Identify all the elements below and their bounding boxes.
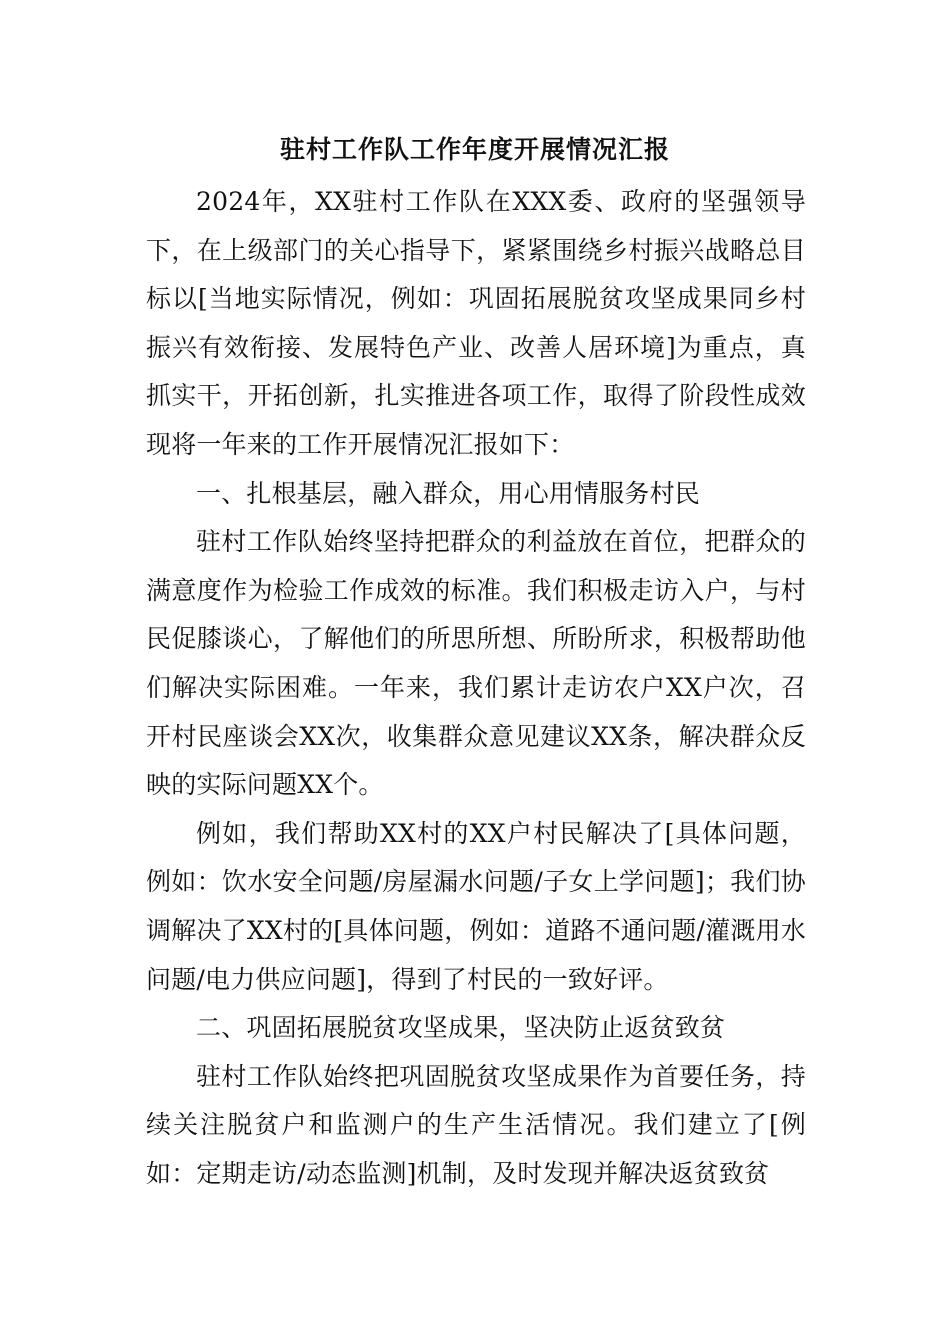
paragraph-section-2-a: 驻村工作队始终把巩固脱贫攻坚成果作为首要任务，持续关注脱贫户和监测户的生产生活情况。我们建立了[例如：定期走访/动态监测]机制，及时发现并解决返贫致贫 [146,1061,806,1188]
paragraph-intro: 2024年，XX驻村工作队在XXX委、政府的坚强领导下，在上级部门的关心指导下，紧紧围绕乡村振兴战略总目标以[当地实际情况，例如：巩固拓展脱贫攻坚成果同乡村振兴有效衔接、发展特色产业、改善人居环境]为重点，真抓实干，开拓创新，扎实推进各项工作，取得了阶段性成效现将一年来的工作开展情况汇报如下： [146,187,806,459]
paragraph-section-1-a: 驻村工作队始终坚持把群众的利益放在首位，把群众的满意度作为检验工作成效的标准。我们积极走访入户，与村民促膝谈心，了解他们的所思所想、所盼所求，积极帮助他们解决实际困难。一年来，我们累计走访农户XX户次，召开村民座谈会XX次，收集群众意见建议XX条，解决群众反映的实际问题XX个。 [146,527,806,800]
document-title: 驻村工作队工作年度开展情况汇报 [279,135,670,164]
section-heading-1: 一、扎根基层，融入群众，用心用情服务村民 [196,478,701,508]
section-heading-2: 二、巩固拓展脱贫攻坚成果，坚决防止返贫致贫 [196,1013,726,1043]
paragraph-section-1-b: 例如，我们帮助XX村的XX户村民解决了[具体问题，例如：饮水安全问题/房屋漏水问题/子女上学问题]；我们协调解决了XX村的[具体问题，例如：道路不通问题/灌溉用水问题/电力供应问题]，得到了村民的一致好评。 [146,818,806,994]
document-body [146,178,806,1198]
